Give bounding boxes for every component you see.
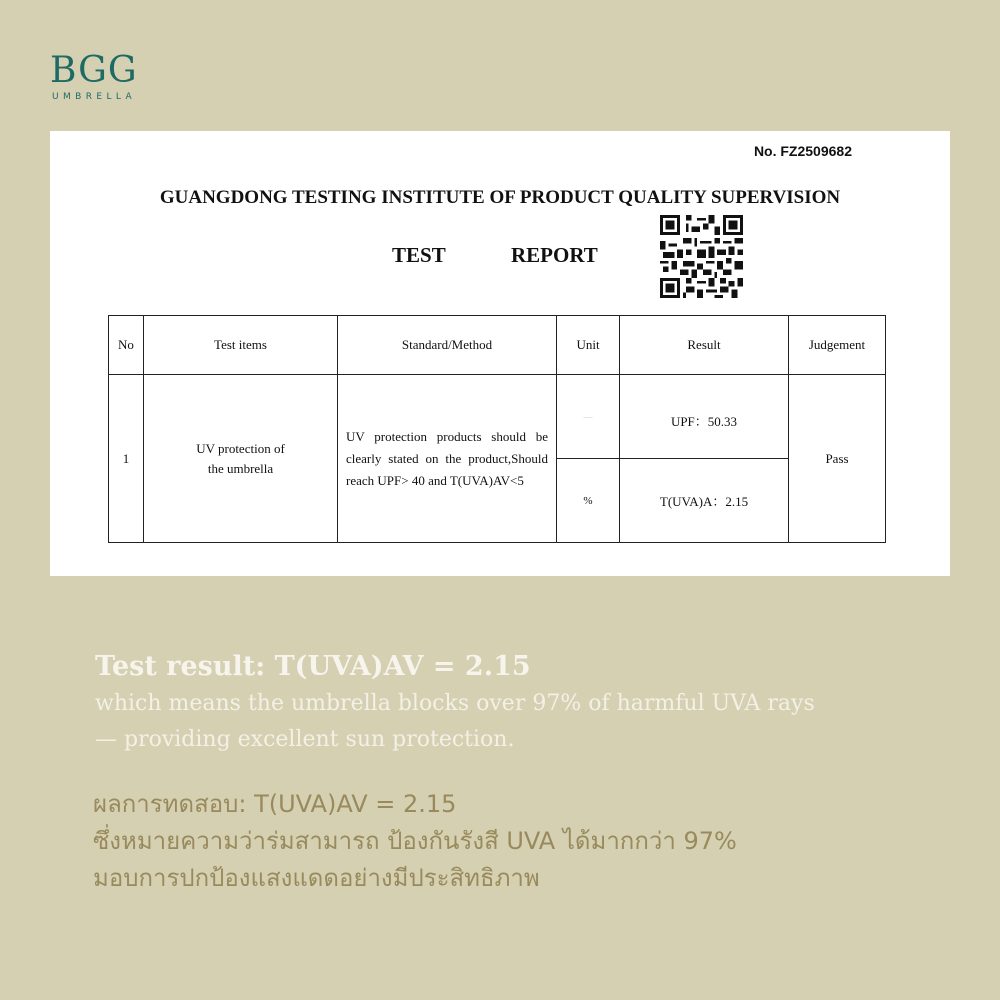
caption-line-1: which means the umbrella blocks over 97% of harmful UVA rays (95, 691, 815, 716)
brand-tagline: UMBRELLA (52, 92, 137, 102)
row-no: 1 (109, 375, 144, 543)
thai-caption (93, 786, 973, 897)
header-standard: Standard/Method (338, 316, 557, 375)
caption-title: Test result: T(UVA)AV = 2.15 (95, 651, 531, 682)
english-caption (95, 648, 955, 758)
test-item-line1: UV protection of (196, 440, 285, 456)
institute-name: GUANGDONG TESTING INSTITUTE OF PRODUCT QUALITY SUPERVISION (159, 187, 841, 208)
thai-line-3: มอบการปกป้องแสงแดดอย่างมีประสิทธิภาพ (93, 864, 540, 892)
row-unit-upf: — (557, 375, 620, 459)
thai-line-1: ผลการทดสอบ: T(UVA)AV = 2.15 (93, 790, 457, 818)
qr-code-icon (660, 215, 743, 298)
test-report-document (50, 131, 950, 576)
row-unit-uva: % (557, 459, 620, 543)
row-test-item (144, 375, 338, 543)
header-unit: Unit (557, 316, 620, 375)
report-title-report: REPORT (511, 243, 598, 267)
table-row (109, 375, 886, 459)
table-header-row (109, 316, 886, 375)
header-result: Result (620, 316, 789, 375)
brand-name: BGG (50, 50, 138, 91)
caption-line-2: — providing excellent sun protection. (95, 727, 515, 752)
test-item-line2: the umbrella (207, 460, 274, 476)
row-standard: UV protection products should be clearly stated on the product,Should reach UPF> 40 and T(UVA)AV<5 (338, 375, 557, 543)
thai-line-2: ซึ่งหมายความว่าร่มสามารถ ป้องกันรังสี UVA ได้มากกว่า 97% (93, 827, 737, 855)
results-table (108, 315, 886, 543)
header-no: No (109, 316, 144, 375)
row-result-uva: T(UVA)A：2.15 (620, 459, 789, 543)
brand-logo (50, 52, 138, 102)
row-judgement: Pass (789, 375, 886, 543)
header-judgement: Judgement (789, 316, 886, 375)
report-title-test: TEST (392, 243, 446, 267)
row-result-upf: UPF：50.33 (620, 375, 789, 459)
header-test-items: Test items (144, 316, 338, 375)
report-number: No. FZ2509682 (753, 143, 852, 159)
